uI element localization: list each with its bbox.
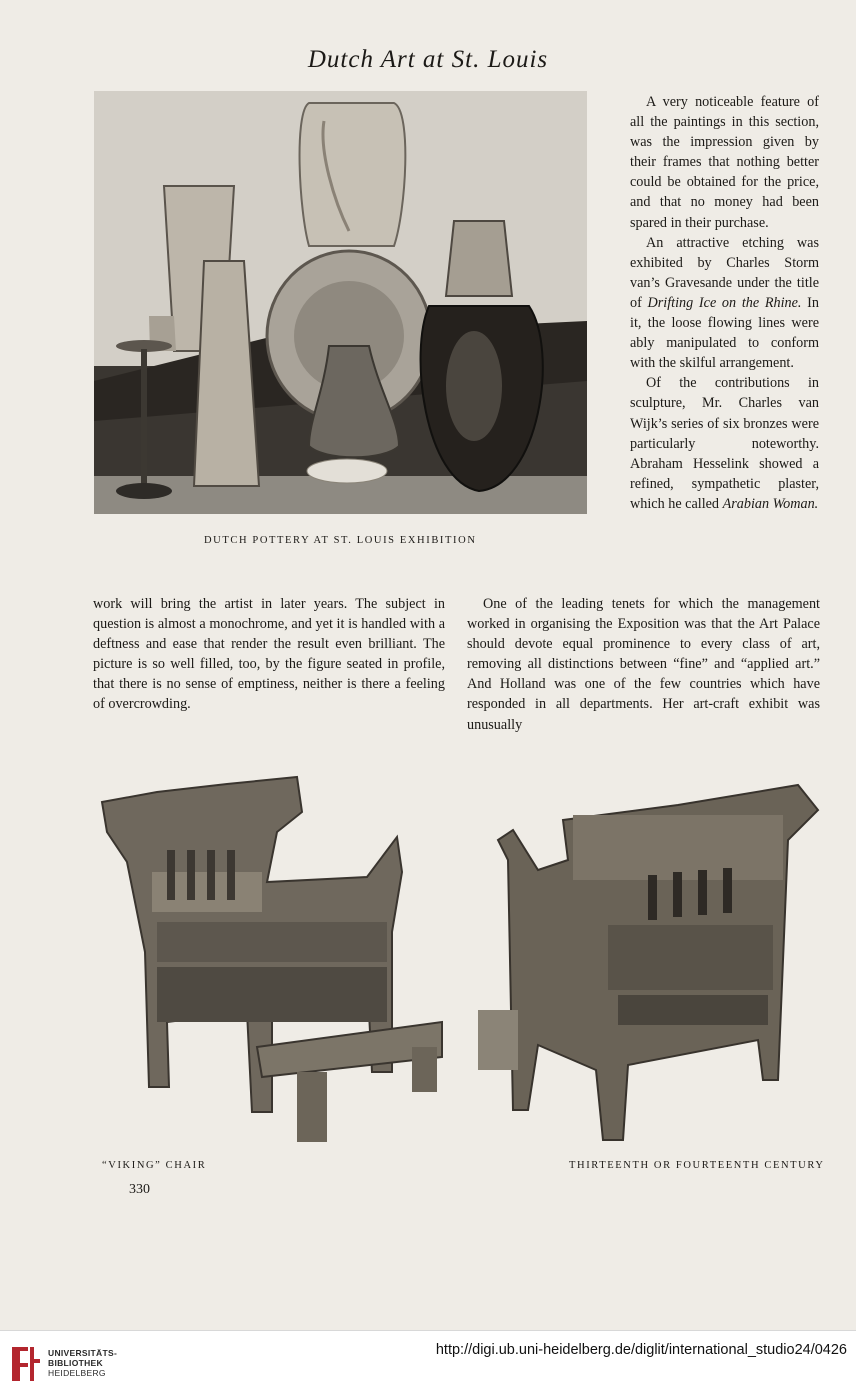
library-name[interactable]: [48, 1348, 117, 1378]
pottery-illustration: [94, 91, 587, 514]
paragraph-etching: [630, 233, 819, 374]
left-column: [93, 594, 445, 715]
running-title: Dutch Art at St. Louis: [307, 46, 549, 73]
pottery-caption: DUTCH POTTERY AT ST. LOUIS EXHIBITION: [204, 535, 477, 546]
viking-chair-illustration: [97, 772, 447, 1144]
sculpture-title: Arabian Woman.: [722, 495, 819, 512]
page-number: 330: [129, 1182, 150, 1197]
carved-chair-photo: [478, 780, 822, 1142]
paragraph-monochrome: work will bring the artist in later years. The subject in question is almost a monochrome, and yet it is handled with a deftness and ease that render the result even brilliant. The picture is so well filled, too, by the figure seated in profile, that there is no sense of emptiness, neither is there a feeling of overcrowding.: [93, 596, 445, 713]
paragraph-sculpture: [630, 373, 819, 514]
right-column: [467, 594, 820, 735]
paragraph-frames: A very noticeable feature of all the paintings in this section, was the impression given by their frames that nothing better could be obtained for the price, and that no money had been spared in their purchase.: [630, 94, 819, 231]
source-url-link[interactable]: http://digi.ub.uni-heidelberg.de/diglit/international_studio24/0426: [435, 1342, 847, 1358]
viking-chair-photo: [97, 772, 447, 1144]
etching-text-end: In it, the loose flowing lines were ably manipulated to conform with the skilful arrangement.: [630, 294, 819, 372]
library-name-line2: BIBLIOTHEK: [48, 1358, 103, 1368]
sculpture-text: Of the contributions in sculpture, Mr. Charles van Wijk’s series of six bronzes were particularly noteworthy. Abraham Hesselink showed a refined, sympathetic plaster, which he called: [630, 375, 819, 512]
carved-chair-illustration: [478, 780, 822, 1142]
viking-chair-caption: “VIKING” CHAIR: [102, 1160, 207, 1171]
heidelberg-library-logo-icon[interactable]: [10, 1343, 42, 1385]
library-name-line3: HEIDELBERG: [48, 1368, 106, 1378]
library-name-line1: UNIVERSITÄTS-: [48, 1348, 118, 1358]
etching-title: Drifting Ice on the Rhine.: [647, 294, 802, 311]
paragraph-art-palace: One of the leading tenets for which the management worked in organising the Exposition was that the Art Palace should devote equal prominence to every class of art, removing all distinctions between “fine” and “applied art.” And Holland was one of the few countries which have responded in all departments. Her art-craft exhibit was unusually: [467, 596, 820, 733]
library-footer: [0, 1330, 856, 1395]
right-narrow-column: [630, 92, 819, 514]
etching-text-start: An attractive etching was exhibited by Charles Storm van’s Gravesande under the title of: [630, 234, 819, 311]
pottery-photo: [94, 91, 587, 514]
century-caption: THIRTEENTH OR FOURTEENTH CENTURY: [569, 1160, 825, 1171]
